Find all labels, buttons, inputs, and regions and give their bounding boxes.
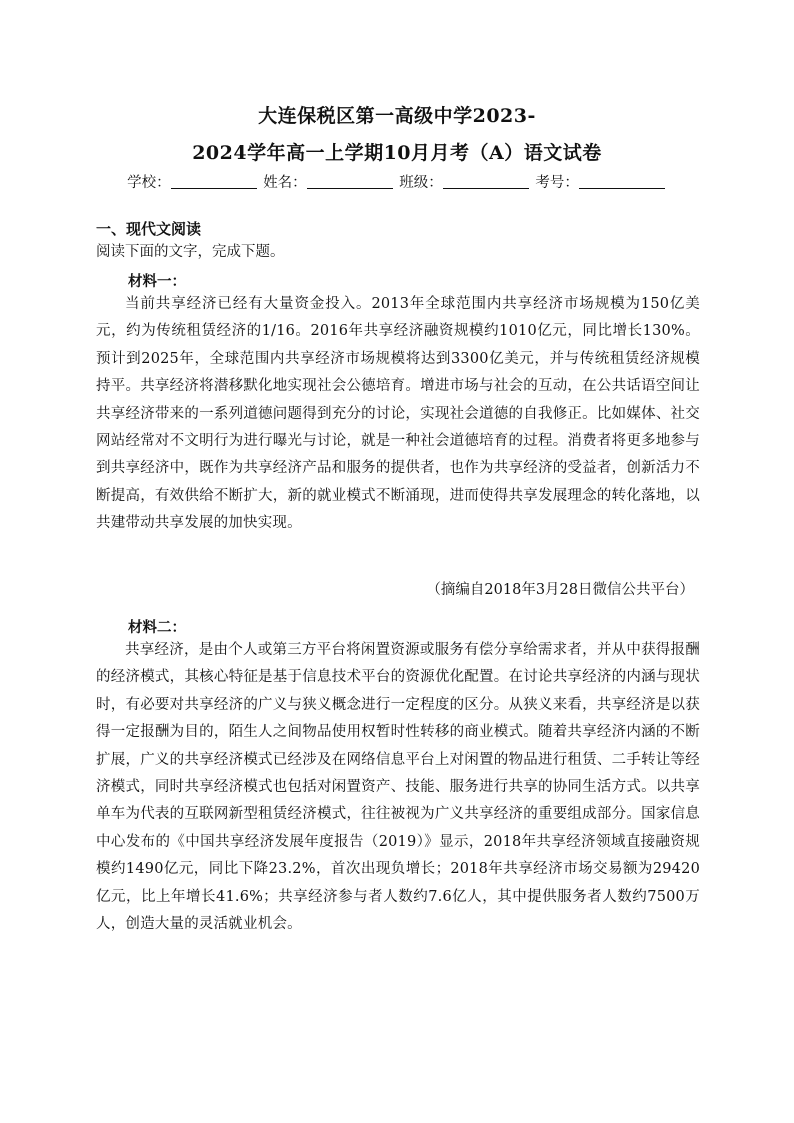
name-label: 姓名： (263, 175, 307, 191)
material2-label: 材料二： (128, 619, 186, 636)
material1-text: 当前共享经济已经有大量资金投入。2013年全球范围内共享经济市场规模为150亿美元，约为传统租赁经济的1/16。2016年共享经济融资规模约1010亿元，同比增长130%。预计到2025年，全球范围内共享经济市场规模将达到3300亿美元，并与传统租赁经济规模持平。共享经济将潜移默化地实现社会公德培育。增进市场与社会的互动，在公共话语空间让共享经济带来的一系列道德问题得到充分的讨论，实现社会道德的自我修正。比如媒体、社交网站经常对不文明行为进行曝光与讨论，就是一种社会道德培育的过程。消费者将更多地参与到共享经济中，既作为共享经济产品和服务的提供者，也作为共享经济的受益者，创新活力不断提高，有效供给不断扩大，新的就业模式不断涌现，进而使得共享发展理念的转化落地，以共建带动共享发展的加快实现。 (96, 296, 700, 532)
exam-title-line1: 大连保税区第一高级中学2023- (258, 105, 536, 127)
section-heading: 一、现代文阅读 (96, 220, 202, 238)
exam-number-blank[interactable] (579, 174, 665, 189)
student-info-row (0, 171, 794, 192)
section-instruction: 阅读下面的文字，完成下题。 (96, 244, 285, 260)
exam-number-label: 考号： (535, 175, 579, 191)
material1-label: 材料一： (128, 273, 186, 290)
school-blank[interactable] (171, 174, 257, 189)
material2-text: 共享经济，是由个人或第三方平台将闲置资源或服务有偿分享给需求者，并从中获得报酬的经济模式，其核心特征是基于信息技术平台的资源优化配置。在讨论共享经济的内涵与现状时，有必要对共享经济的广义与狭义概念进行一定程度的区分。从狭义来看，共享经济是以获得一定报酬为目的，陌生人之间物品使用权暂时性转移的商业模式。随着共享经济内涵的不断扩展，广义的共享经济模式已经涉及在网络信息平台上对闲置的物品进行租赁、二手转让等经济模式，同时共享经济模式也包括对闲置资产、技能、服务进行共享的协同生活方式。以共享单车为代表的互联网新型租赁经济模式，往往被视为广义共享经济的重要组成部分。国家信息中心发布的《中国共享经济发展年度报告（2019）》显示，2018年共享经济领域直接融资规模约1490亿元，同比下降23.2%，首次出现负增长；2018年共享经济市场交易额为29420亿元，比上年增长41.6%；共享经济参与者人数约7.6亿人，其中提供服务者人数约7500万人，创造大量的灵活就业机会。 (96, 642, 700, 933)
school-label: 学校： (127, 175, 171, 191)
class-label: 班级： (399, 175, 443, 191)
class-blank[interactable] (443, 174, 529, 189)
name-blank[interactable] (307, 174, 393, 189)
exam-title-line2: 2024学年高一上学期10月月考（A）语文试卷 (192, 142, 602, 164)
material1-source: （摘编自2018年3月28日微信公共平台） (426, 582, 694, 598)
